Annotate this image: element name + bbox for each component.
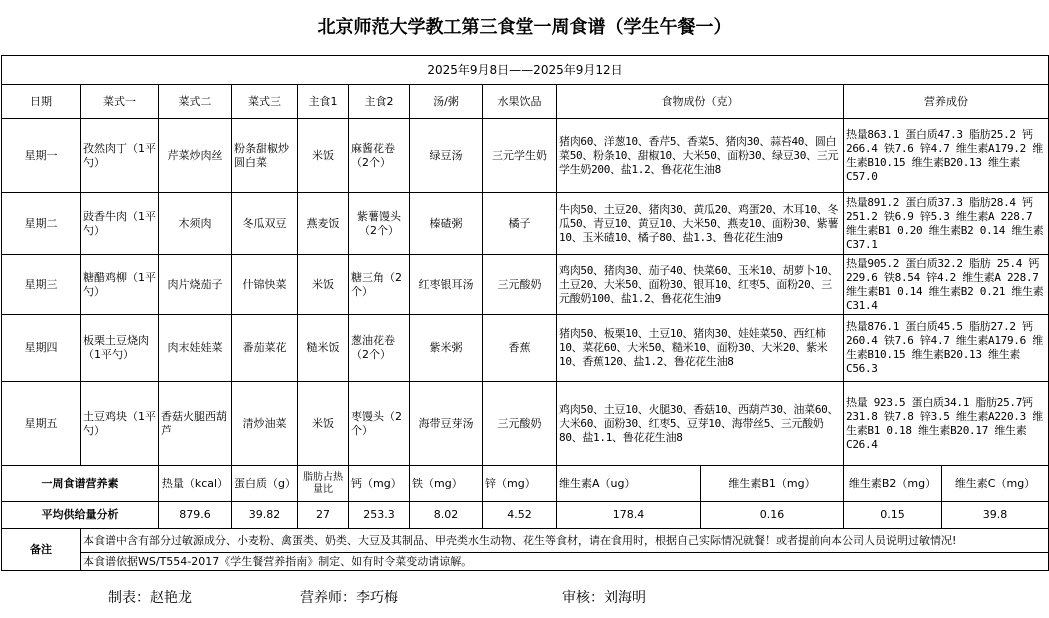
dish1-cell: 板栗土豆烧肉（1平勺） — [81, 315, 159, 382]
reviewer: 审核：刘海明 — [562, 590, 646, 606]
guideline-note: 本食谱依据WS/T554-2017《学生餐营养指南》制定、如有时令菜变动请谅解。 — [81, 553, 1049, 571]
header-nutrition: 营养成份 — [844, 85, 1049, 119]
col-zinc: 锌（mg） — [483, 466, 557, 502]
notes-row-2 — [2, 553, 1049, 571]
fruit-cell: 三元酸奶 — [483, 255, 557, 315]
col-vitamin-b1: 维生素B1（mg） — [701, 466, 844, 502]
weekly-menu-table — [1, 55, 1049, 571]
soup-cell: 紫米粥 — [410, 315, 483, 382]
header-soup: 汤/粥 — [410, 85, 483, 119]
staple2-cell: 枣馒头（2个） — [349, 382, 410, 466]
dish2-cell: 芹菜炒肉丝 — [159, 119, 232, 193]
col-energy: 热量（kcal） — [159, 466, 232, 502]
staple2-cell: 紫薯馒头（2个） — [349, 193, 410, 255]
avg-energy: 879.6 — [159, 502, 232, 529]
day-row-mon — [2, 119, 1049, 193]
fruit-cell: 香蕉 — [483, 315, 557, 382]
avg-vitamin-c: 39.8 — [942, 502, 1049, 529]
notes-row-1 — [2, 529, 1049, 553]
ingredients-cell: 猪肉60、洋葱10、香芹5、香菜5、猪肉30、蒜苔40、圆白菜50、粉条10、甜椒10、大米50、面粉30、绿豆30、三元学生奶200、盐1.2、鲁花花生油8 — [557, 119, 844, 193]
staple1-cell: 米饭 — [298, 119, 349, 193]
date-range-row — [2, 56, 1049, 85]
avg-zinc: 4.52 — [483, 502, 557, 529]
col-vitamin-a: 维生素A（ug） — [557, 466, 701, 502]
average-label: 平均供给量分析 — [2, 502, 159, 529]
page-title: 北京师范大学教工第三食堂一周食谱（学生午餐一） — [317, 17, 732, 38]
staple1-cell: 燕麦饭 — [298, 193, 349, 255]
staple1-cell: 糙米饭 — [298, 315, 349, 382]
col-protein: 蛋白质（g） — [232, 466, 298, 502]
day-row-fri — [2, 382, 1049, 466]
weekly-header-row — [2, 466, 1049, 502]
staple2-cell: 葱油花卷（2个） — [349, 315, 410, 382]
avg-vitamin-b1: 0.16 — [701, 502, 844, 529]
date-range: 2025年9月8日——2025年9月12日 — [2, 56, 1049, 85]
fruit-cell: 三元学生奶 — [483, 119, 557, 193]
dish1-cell: 土豆鸡块（1平勺） — [81, 382, 159, 466]
average-row — [2, 502, 1049, 529]
dish1-cell: 孜然肉丁（1平勺） — [81, 119, 159, 193]
col-vitamin-c: 维生素C（mg） — [942, 466, 1049, 502]
day-row-wed — [2, 255, 1049, 315]
avg-fat-ratio: 27 — [298, 502, 349, 529]
header-ingredients: 食物成份（克） — [557, 85, 844, 119]
footer — [0, 580, 1049, 610]
ingredients-cell: 猪肉50、板栗10、土豆10、猪肉30、娃娃菜50、西红柿10、菜花60、大米50、糙米10、面粉30、大米20、紫米10、香蕉120、盐1.2、鲁花花生油8 — [557, 315, 844, 382]
staple1-cell: 米饭 — [298, 255, 349, 315]
allergen-note: 本食谱中含有部分过敏源成分、小麦粉、禽蛋类、奶类、大豆及其制品、甲壳类水生动物、花生等食材，请在食用时，根据自己实际情况就餐！或者提前向本公司人员说明过敏情况! — [81, 529, 1049, 553]
dish3-cell: 清炒油菜 — [232, 382, 298, 466]
dish3-cell: 粉条甜椒炒圆白菜 — [232, 119, 298, 193]
day-label: 星期五 — [2, 382, 81, 466]
dish2-cell: 肉末娃娃菜 — [159, 315, 232, 382]
day-label: 星期二 — [2, 193, 81, 255]
dish3-cell: 冬瓜双豆 — [232, 193, 298, 255]
staple1-cell: 米饭 — [298, 382, 349, 466]
weekly-label: 一周食谱营养素 — [2, 466, 159, 502]
staple2-cell: 麻酱花卷（2个） — [349, 119, 410, 193]
header-dish2: 菜式二 — [159, 85, 232, 119]
avg-vitamin-a: 178.4 — [557, 502, 701, 529]
dish1-cell: 糖醋鸡柳（1平勺） — [81, 255, 159, 315]
nutrition-cell: 热量876.1 蛋白质45.5 脂肪27.2 钙260.4 铁7.6 锌4.7 维生素A179.6 维生素B10.15 维生素B20.13 维生素C56.3 — [844, 315, 1049, 382]
col-iron: 铁（mg） — [410, 466, 483, 502]
dish2-cell: 木须肉 — [159, 193, 232, 255]
avg-iron: 8.02 — [410, 502, 483, 529]
ingredients-cell: 鸡肉50、土豆10、火腿30、香菇10、西葫芦30、油菜60、大米60、面粉30、红枣5、豆芽10、海带丝5、三元酸奶80、盐1.1、鲁花花生油8 — [557, 382, 844, 466]
day-label: 星期四 — [2, 315, 81, 382]
day-row-tue — [2, 193, 1049, 255]
soup-cell: 海带豆芽汤 — [410, 382, 483, 466]
header-fruit: 水果饮品 — [483, 85, 557, 119]
staple2-cell: 糖三角（2个） — [349, 255, 410, 315]
notes-label: 备注 — [2, 529, 81, 571]
col-calcium: 钙（mg） — [349, 466, 410, 502]
header-dish3: 菜式三 — [232, 85, 298, 119]
fruit-cell: 三元酸奶 — [483, 382, 557, 466]
header-staple2: 主食2 — [349, 85, 410, 119]
nutrition-cell: 热量905.2 蛋白质32.2 脂肪 25.4 钙229.6 铁8.54 锌4.2 维生素A 228.7 维生素B1 0.14 维生素B2 0.21 维生素C31.4 — [844, 255, 1049, 315]
fruit-cell: 橘子 — [483, 193, 557, 255]
dish1-cell: 豉香牛肉（1平勺） — [81, 193, 159, 255]
ingredients-cell: 鸡肉50、猪肉30、茄子40、快菜60、玉米10、胡萝卜10、土豆20、大米50、面粉30、银耳10、红枣5、面粉20、三元酸奶100、盐1.2、鲁花花生油9 — [557, 255, 844, 315]
header-row — [2, 85, 1049, 119]
header-dish1: 菜式一 — [81, 85, 159, 119]
day-row-thu — [2, 315, 1049, 382]
nutrition-cell: 热量863.1 蛋白质47.3 脂肪25.2 钙266.4 铁7.6 锌4.7 维生素A179.2 维生素B10.15 维生素B20.13 维生素C57.0 — [844, 119, 1049, 193]
maker: 制表：赵艳龙 — [108, 590, 192, 606]
nutrition-cell: 热量891.2 蛋白质37.3 脂肪28.4 钙251.2 铁6.9 锌5.3 维生素A 228.7 维生素B1 0.20 维生素B2 0.14 维生素C37.1 — [844, 193, 1049, 255]
nutritionist: 营养师：李巧梅 — [300, 590, 398, 606]
soup-cell: 绿豆汤 — [410, 119, 483, 193]
day-label: 星期一 — [2, 119, 81, 193]
avg-protein: 39.82 — [232, 502, 298, 529]
nutrition-cell: 热量 923.5 蛋白质34.1 脂肪25.7钙231.8 铁7.8 锌3.5 维生素A220.3 维生素B1 0.18 维生素B20.17 维生素C26.4 — [844, 382, 1049, 466]
dish2-cell: 肉片烧茄子 — [159, 255, 232, 315]
col-fat-ratio: 脂肪占热量比 — [298, 466, 349, 502]
header-staple1: 主食1 — [298, 85, 349, 119]
header-day: 日期 — [2, 85, 81, 119]
soup-cell: 红枣银耳汤 — [410, 255, 483, 315]
day-label: 星期三 — [2, 255, 81, 315]
dish2-cell: 香菇火腿西葫芦 — [159, 382, 232, 466]
dish3-cell: 什锦快菜 — [232, 255, 298, 315]
avg-calcium: 253.3 — [349, 502, 410, 529]
soup-cell: 榛碴粥 — [410, 193, 483, 255]
ingredients-cell: 牛肉50、土豆20、猪肉30、黄瓜20、鸡蛋20、木耳10、冬瓜50、青豆10、黄豆10、大米50、燕麦10、面粉30、紫薯10、玉米碴10、橘子80、盐1.3、鲁花花生油9 — [557, 193, 844, 255]
avg-vitamin-b2: 0.15 — [844, 502, 942, 529]
dish3-cell: 番茄菜花 — [232, 315, 298, 382]
col-vitamin-b2: 维生素B2（mg） — [844, 466, 942, 502]
